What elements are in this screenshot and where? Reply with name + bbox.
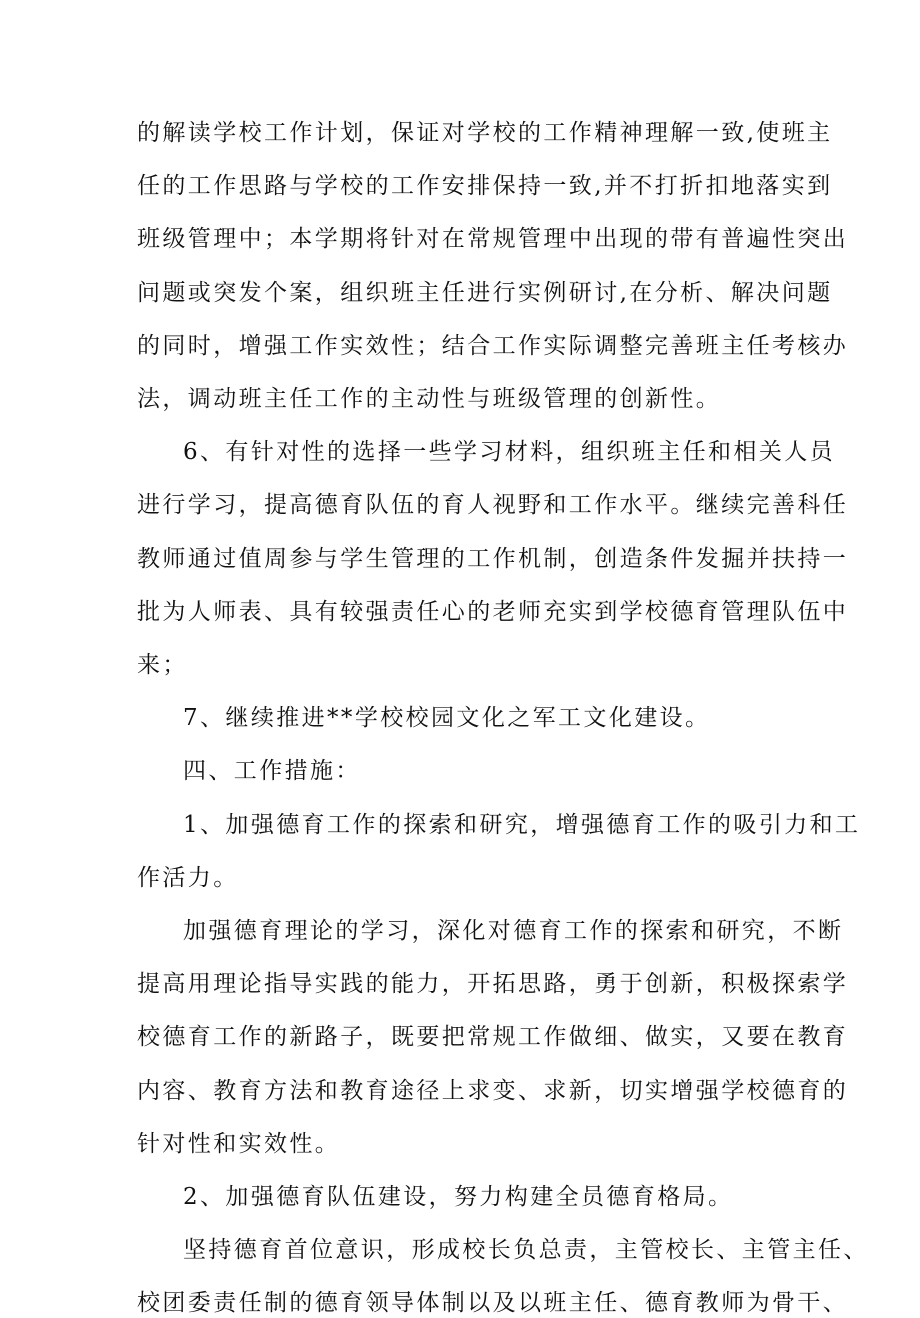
text-line: 任的工作思路与学校的工作安排保持一致,并不打折扣地落实到 [137,173,833,200]
text-line: 法，调动班主任工作的主动性与班级管理的创新性。 [137,386,722,412]
text-line: 问题或突发个案，组织班主任进行实例研讨,在分析、解决问题 [137,279,833,306]
text-line: 的解读学校工作计划，保证对学校的工作精神理解一致,使班主 [137,120,833,146]
text-line: 校德育工作的新路子，既要把常规工作做细、做实，又要在教育 [137,1024,849,1051]
text-line: 1、加强德育工作的探索和研究，增强德育工作的吸引力和工 [183,811,861,838]
text-line: 2、加强德育队伍建设，努力构建全员德育格局。 [183,1184,734,1210]
text-line: 提高用理论指导实践的能力，开拓思路，勇于创新，积极探索学 [137,971,849,998]
text-line: 6、有针对性的选择一些学习材料，组织班主任和相关人员 [183,439,836,466]
text-line: 针对性和实效性。 [137,1130,341,1157]
text-line: 坚持德育首位意识，形成校长负总责，主管校长、主管主任、 [183,1237,869,1264]
text-line: 进行学习，提高德育队伍的育人视野和工作水平。继续完善科任 [137,492,849,519]
section-heading: 四、工作措施： [183,758,361,785]
text-line: 校团委责任制的德育领导体制以及以班主任、德育教师为骨干、 [137,1290,849,1317]
text-line: 的同时，增强工作实效性；结合工作实际调整完善班主任考核办 [137,332,849,359]
text-line: 来； [137,652,188,678]
text-line: 加强德育理论的学习，深化对德育工作的探索和研究，不断 [183,918,844,944]
text-line: 作活力。 [137,864,239,891]
text-line: 7、继续推进**学校校园文化之军工文化建设。 [183,705,711,732]
text-line: 内容、教育方法和教育途径上求变、求新，切实增强学校德育的 [137,1077,849,1104]
text-line: 教师通过值周参与学生管理的工作机制，创造条件发掘并扶持一 [137,545,849,572]
text-line: 批为人师表、具有较强责任心的老师充实到学校德育管理队伍中 [137,598,849,625]
text-line: 班级管理中；本学期将针对在常规管理中出现的带有普遍性突出 [137,226,849,253]
